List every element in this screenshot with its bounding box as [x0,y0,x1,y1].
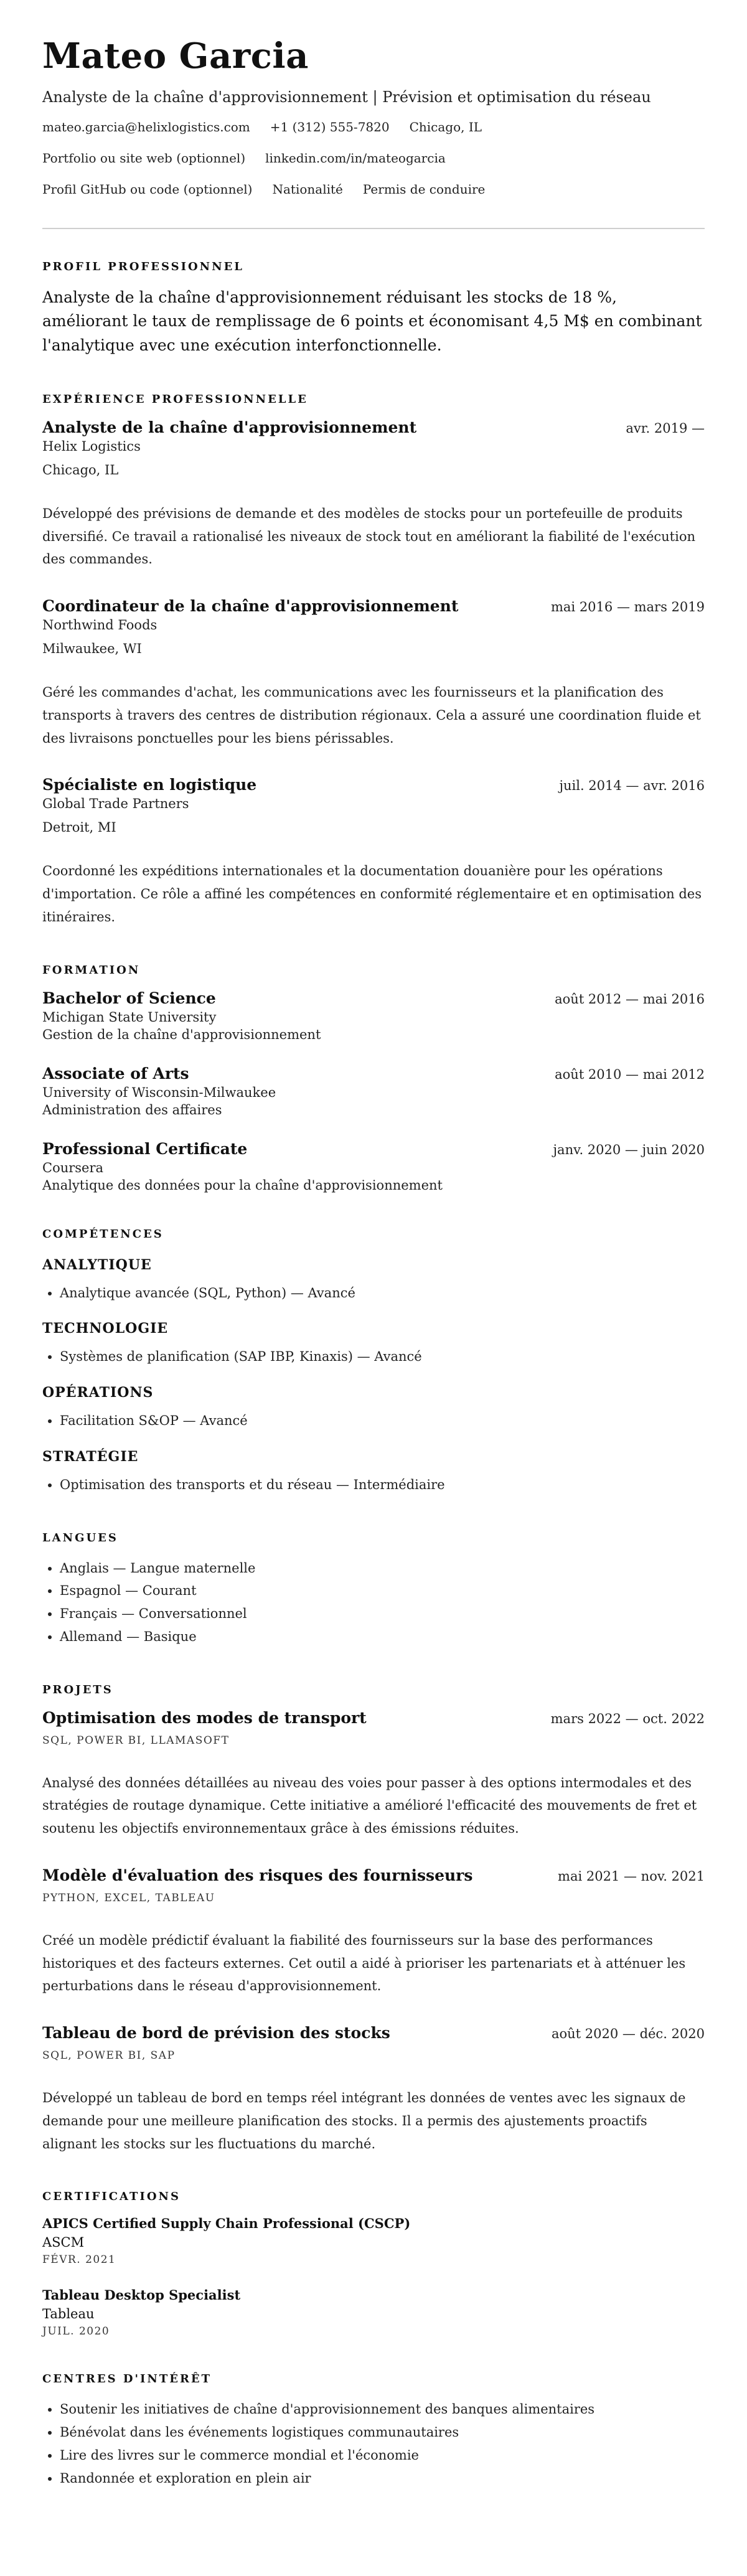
field-of-study: Gestion de la chaîne d'approvisionnement [42,1027,321,1042]
field-of-study: Analytique des données pour la chaîne d'approvisionnement [42,1177,443,1193]
interest-list [42,2398,705,2489]
certification-date: FÉVR. 2021 [42,2254,116,2267]
contact-row-3 [42,182,705,197]
project-dates: mars 2022 — oct. 2022 [550,1711,705,1726]
job-title: Spécialiste en logistique [42,776,257,794]
job-location: Detroit, MI [42,820,116,835]
contact-row-2 [42,151,705,166]
candidate-name: Mateo Garcia [42,35,309,77]
skills-section [42,1228,705,1497]
interest-item: • Lire des livres sur le commerce mondial et l'économie [60,2444,705,2467]
project-tools: SQL, POWER BI, SAP [42,2049,176,2062]
skill-item: • Systèmes de planification (SAP IBP, Kinaxis) — Avancé [60,1345,705,1368]
education-dates: août 2010 — mai 2012 [555,1066,705,1082]
skill-category: OPÉRATIONS [42,1384,154,1401]
phone-number[interactable]: +1 (312) 555-7820 [270,119,390,134]
certification-date: JUIL. 2020 [42,2325,110,2338]
project-description: Analysé des données détaillées au niveau des voies pour passer à des options intermodales et des stratégies de routage dynamique. Cette initiative a amélioré l'efficacité des mouvements de fret et soutenu les objectifs environnementaux grâce à des émissions réduites. [42,1775,697,1836]
project-name: Optimisation des modes de transport [42,1708,367,1727]
project-item [42,1709,705,1840]
job-dates: juil. 2014 — avr. 2016 [559,778,705,794]
certification-issuer: Tableau [42,2306,95,2322]
experience-section-title: EXPÉRIENCE PROFESSIONNELLE [42,392,308,406]
job-description: Coordonné les expéditions internationales et la documentation douanière pour les opérations d'importation. Ce rôle a affiné les compétences en conformité réglementaire et en optimisation des itinéraires. [42,863,702,924]
location: Chicago, IL [409,119,482,134]
languages-section-title: LANGUES [42,1531,118,1544]
language-item: • Allemand — Basique [60,1625,705,1648]
project-item [42,2024,705,2155]
project-description: Développé un tableau de bord en temps réel intégrant les données de ventes avec les signaux de demande pour une meilleure planification des stocks. Il a permis des ajustements proactifs alignant les stocks sur les fluctuations du marché. [42,2090,686,2151]
language-item: • Français — Conversationnel [60,1602,705,1625]
degree-title: Associate of Arts [42,1064,189,1083]
interest-item: • Randonnée et exploration en plein air [60,2467,705,2490]
project-item [42,1866,705,1998]
skill-list [42,1409,705,1432]
header-divider [42,228,705,229]
skill-item: • Optimisation des transports et du réseau — Intermédiaire [60,1474,705,1497]
certifications-section [42,2190,705,2338]
skill-list [42,1282,705,1305]
language-list [42,1557,705,1648]
job-title: Coordinateur de la chaîne d'approvisionnement [42,597,459,616]
skills-section-title: COMPÉTENCES [42,1227,164,1241]
interests-section-title: CENTRES D'INTÉRÊT [42,2372,212,2386]
experience-item [42,418,705,571]
project-tools: SQL, POWER BI, LLAMASOFT [42,1734,230,1747]
school-name: Coursera [42,1160,104,1175]
education-section [42,964,705,1193]
education-section-title: FORMATION [42,963,141,977]
certification-name: APICS Certified Supply Chain Professional (CSCP) [42,2216,411,2232]
summary-section-title: PROFIL PROFESSIONNEL [42,260,244,273]
company-name: Northwind Foods [42,618,157,633]
education-item [42,989,705,1042]
school-name: Michigan State University [42,1009,217,1025]
language-item: • Espagnol — Courant [60,1579,705,1602]
skill-item: • Facilitation S&OP — Avancé [60,1409,705,1432]
experience-item [42,776,705,928]
project-dates: août 2020 — déc. 2020 [551,2026,705,2042]
headline: Analyste de la chaîne d'approvisionnement | Prévision et optimisation du réseau [42,88,651,106]
experience-section [42,393,705,929]
job-location: Chicago, IL [42,462,119,477]
job-dates: mai 2016 — mars 2019 [551,599,705,615]
languages-section [42,1531,705,1648]
degree-title: Bachelor of Science [42,989,216,1007]
summary-text: Analyste de la chaîne d'approvisionnement réduisant les stocks de 18 %, améliorant le taux de remplissage de 6 points et économisant 4,5 M$ en combinant l'analytique avec une exécution interfonctionnelle. [42,288,702,355]
job-location: Milwaukee, WI [42,641,142,657]
project-name: Modèle d'évaluation des risques des fournisseurs [42,1866,473,1884]
school-name: University of Wisconsin-Milwaukee [42,1084,276,1100]
education-item [42,1140,705,1193]
certification-issuer: ASCM [42,2235,85,2250]
email-link[interactable]: mateo.garcia@helixlogistics.com [42,119,250,134]
education-dates: janv. 2020 — juin 2020 [553,1142,705,1157]
skill-list [42,1345,705,1368]
portfolio-link[interactable]: Portfolio ou site web (optionnel) [42,150,246,166]
nationality: Nationalité [272,181,343,197]
job-dates: avr. 2019 — [626,420,705,436]
certifications-section-title: CERTIFICATIONS [42,2190,181,2204]
education-item [42,1065,705,1117]
job-description: Développé des prévisions de demande et des modèles de stocks pour un portefeuille de produits diversifié. Ce travail a rationalisé les niveaux de stock tout en améliorant la fiabilité de l'exécution des commandes. [42,505,695,567]
github-link[interactable]: Profil GitHub ou code (optionnel) [42,181,253,197]
certification-item [42,2216,705,2266]
language-item: • Anglais — Langue maternelle [60,1557,705,1580]
project-tools: PYTHON, EXCEL, TABLEAU [42,1891,215,1904]
project-dates: mai 2021 — nov. 2021 [558,1868,705,1884]
certification-name: Tableau Desktop Specialist [42,2287,241,2303]
skill-item: • Analytique avancée (SQL, Python) — Avancé [60,1282,705,1305]
company-name: Global Trade Partners [42,796,189,812]
skill-category: STRATÉGIE [42,1448,139,1465]
certification-item [42,2287,705,2338]
projects-section [42,1683,705,2156]
skill-category: TECHNOLOGIE [42,1320,169,1337]
education-dates: août 2012 — mai 2016 [555,991,705,1007]
company-name: Helix Logistics [42,438,141,454]
skill-list [42,1474,705,1497]
drivers-license: Permis de conduire [362,181,486,197]
skill-category: ANALYTIQUE [42,1256,152,1273]
projects-section-title: PROJETS [42,1683,113,1696]
experience-item [42,597,705,750]
job-description: Géré les commandes d'achat, les communications avec les fournisseurs et la planification des transports à travers des centres de distribution régionaux. Cela a assuré une coordination fluide et des livraisons ponctuelles pour les biens périssables. [42,685,701,746]
degree-title: Professional Certificate [42,1139,248,1158]
job-title: Analyste de la chaîne d'approvisionnement [42,418,417,436]
linkedin-link[interactable]: linkedin.com/in/mateogarcia [265,150,446,166]
interests-section [42,2372,705,2489]
contact-row-1 [42,120,705,134]
interest-item: • Soutenir les initiatives de chaîne d'approvisionnement des banques alimentaires [60,2398,705,2421]
interest-item: • Bénévolat dans les événements logistiques communautaires [60,2421,705,2444]
project-name: Tableau de bord de prévision des stocks [42,2024,390,2042]
project-description: Créé un modèle prédictif évaluant la fiabilité des fournisseurs sur la base des performances historiques et des facteurs externes. Cet outil a aidé à prioriser les partenariats et à atténuer les perturbations dans le réseau d'approvisionnement. [42,1932,686,1994]
field-of-study: Administration des affaires [42,1102,222,1117]
